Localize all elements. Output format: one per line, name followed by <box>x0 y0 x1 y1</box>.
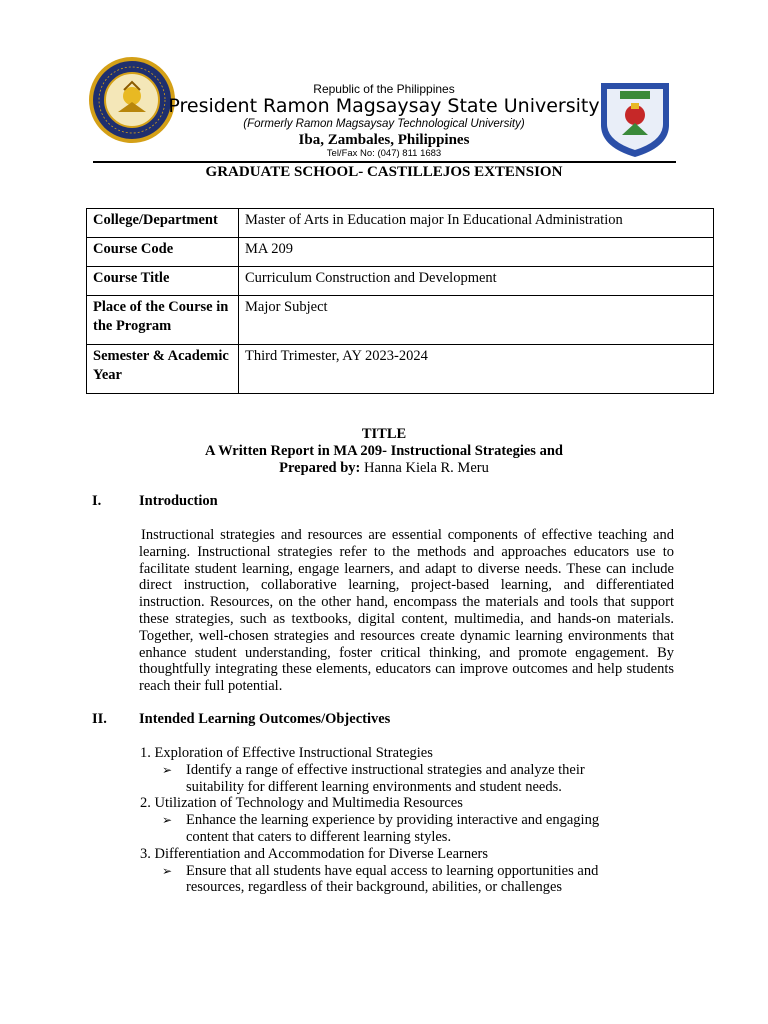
table-row <box>87 345 714 394</box>
objective-title: 3. Differentiation and Accommodation for Diverse Learners <box>140 845 489 862</box>
row-label: College/Department <box>87 209 239 238</box>
telfax: Tel/Fax No: (047) 811 1683 <box>326 148 442 159</box>
objective-detail <box>140 812 700 829</box>
row-value: Major Subject <box>239 296 714 345</box>
table-row <box>87 296 714 345</box>
row-label: Course Title <box>87 267 239 296</box>
objective-detail-line: Enhance the learning experience by providing interactive and engaging <box>186 812 600 829</box>
table-row <box>87 267 714 296</box>
objective-detail-line: Ensure that all students have equal access to learning opportunities and <box>186 862 599 879</box>
arrow-bullet-icon: ➢ <box>162 863 173 878</box>
report-subtitle: A Written Report in MA 209- Instructional Strategies and <box>205 443 563 459</box>
course-info-table <box>86 208 714 394</box>
objective-title: 2. Utilization of Technology and Multimedia Resources <box>140 795 463 812</box>
section-heading-objectives <box>92 711 390 728</box>
objectives-list <box>140 745 700 896</box>
prepared-by <box>0 460 768 477</box>
school-name: GRADUATE SCHOOL- CASTILLEJOS EXTENSION <box>205 164 563 180</box>
row-label: Place of the Course in the Program <box>87 296 239 345</box>
row-label: Course Code <box>87 238 239 267</box>
university-name: President Ramon Magsaysay State University <box>168 95 600 117</box>
former-name: (Formerly Ramon Magsaysay Technological University) <box>243 118 525 130</box>
prepared-by-name: Hanna Kiela R. Meru <box>360 460 489 476</box>
arrow-bullet-icon: ➢ <box>162 762 173 777</box>
objective-detail-continued: resources, regardless of their background, abilities, or challenges <box>186 879 563 896</box>
arrow-bullet-icon: ➢ <box>162 813 173 828</box>
objective-detail-continued: suitability for different learning environments and student needs. <box>186 778 562 795</box>
university-address: Iba, Zambales, Philippines <box>298 132 470 148</box>
row-value: Third Trimester, AY 2023-2024 <box>239 345 714 394</box>
section-title: Introduction <box>139 493 218 509</box>
objective-detail <box>140 762 700 779</box>
introduction-paragraph: Instructional strategies and resources are essential components of effective teaching and learning. Instructional strategies refer to the methods and approaches educators use to facilitate student learning, engage learners, and adapt to diverse needs. These can include direct instruction, collaborative learning, project-based learning, and differentiated instruction. Resources, on the other hand, encompass the materials and tools that support these strategies, such as textbooks, digital content, multimedia, and hands-on materials. Together, well-chosen strategies and resources create dynamic learning environments that enhance student understanding, foster critical thinking, and promote engagement. By thoughtfully integrating these elements, educators can improve outcomes and help students reach their full potential. <box>139 527 674 695</box>
row-label: Semester & Academic Year <box>87 345 239 394</box>
table-row <box>87 238 714 267</box>
prepared-by-label: Prepared by: <box>279 460 361 476</box>
row-value: MA 209 <box>239 238 714 267</box>
objective-detail-continued: content that caters to different learning styles. <box>186 828 452 845</box>
section-number: II. <box>92 711 107 727</box>
table-row <box>87 209 714 238</box>
header-divider <box>93 161 676 163</box>
objective-title: 1. Exploration of Effective Instructional Strategies <box>140 745 433 761</box>
section-title: Intended Learning Outcomes/Objectives <box>139 711 391 727</box>
header-republic: Republic of the Philippines <box>313 82 455 96</box>
section-number: I. <box>92 493 102 509</box>
row-value: Master of Arts in Education major In Educational Administration <box>239 209 714 238</box>
section-heading-introduction <box>92 493 218 510</box>
report-title: TITLE <box>361 426 407 442</box>
title-block <box>0 426 768 477</box>
objective-detail <box>140 863 700 880</box>
objective-detail-line: Identify a range of effective instructional strategies and analyze their <box>186 761 585 778</box>
row-value: Curriculum Construction and Development <box>239 267 714 296</box>
